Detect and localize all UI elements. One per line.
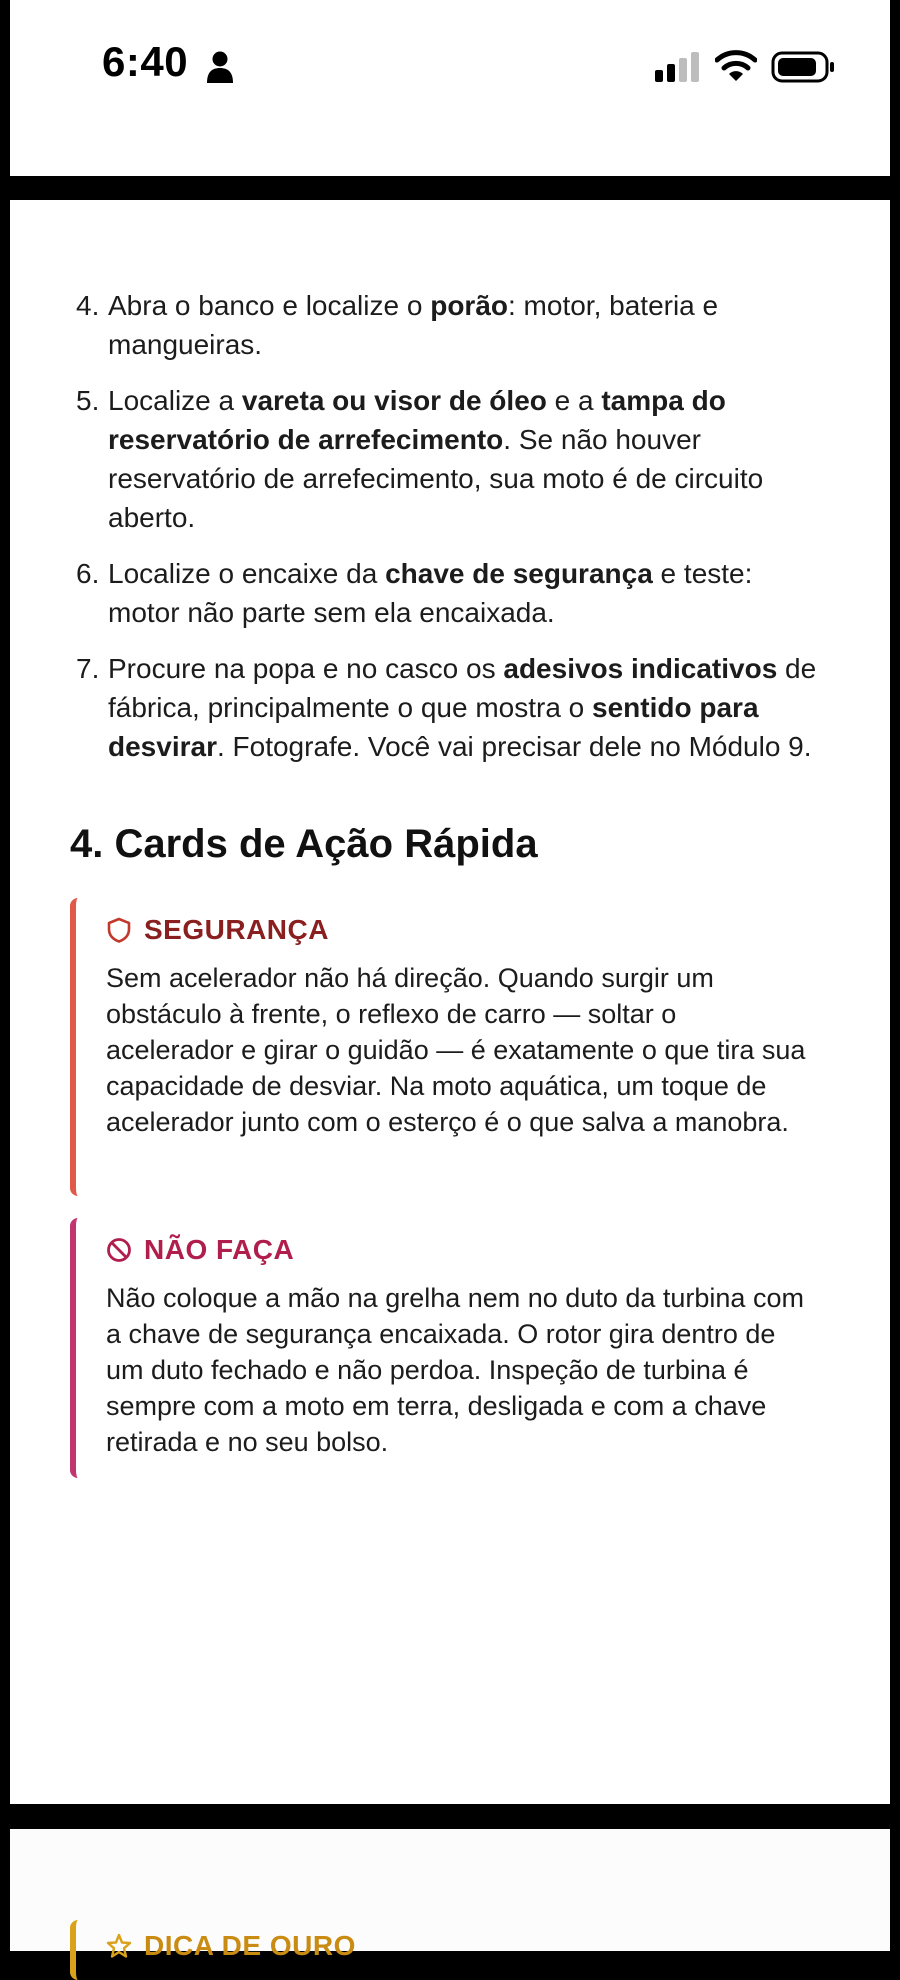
- step-number: 5.: [76, 385, 100, 416]
- safety-card: [70, 898, 810, 1196]
- card-title: DICA DE OURO: [144, 1930, 356, 1961]
- star-icon: [106, 1933, 132, 1959]
- card-body: Não coloque a mão na grelha nem no duto da turbina com a chave de segurança encaixada. O rotor gira dentro de um duto fechado e não perdoa. Inspeção de turbina é sempre com a moto em terra, desligada e com a chave retirada e no seu bolso.: [106, 1283, 804, 1457]
- step-text: . Fotografe. Você vai precisar dele no Módulo 9.: [216, 731, 812, 762]
- step-text: e a: [546, 385, 602, 416]
- card-header: [106, 1926, 810, 1966]
- step-text: de fábrica, principalmente o que mostra o: [108, 653, 817, 723]
- cellular-signal-icon: [653, 50, 703, 84]
- step-text: : motor, bateria e mangueiras.: [108, 290, 719, 360]
- step-text: Procure na popa e no casco os: [108, 653, 504, 684]
- step-number: 4.: [76, 290, 100, 321]
- step-text: . Se não houver reservatório de arrefecimento, sua moto é de circuito aberto.: [108, 424, 764, 533]
- card-title: SEGURANÇA: [144, 914, 329, 945]
- card-body: Sem acelerador não há direção. Quando surgir um obstáculo à frente, o reflexo de carro — soltar o acelerador e girar o guidão — é exatamente o que tira sua capacidade de desviar. Na moto aquática, um toque de acelerador junto com o esterço é o que salva a manobra.: [106, 963, 806, 1137]
- step-text-bold: adesivos indicativos: [503, 653, 778, 684]
- prohibited-icon: [106, 1237, 132, 1263]
- step-text-bold: vareta ou visor de óleo: [241, 385, 547, 416]
- step-text-bold: chave de segurança: [385, 558, 653, 589]
- step-text: Localize a: [108, 385, 242, 416]
- step-text: Localize o encaixe da: [108, 558, 386, 589]
- card-header: [106, 910, 810, 950]
- status-time: 6:40: [102, 38, 189, 85]
- content-page: [10, 200, 890, 1804]
- step-number: 6.: [76, 558, 100, 589]
- status-bar: [10, 0, 890, 176]
- person-icon: [206, 50, 234, 84]
- wifi-icon: [715, 48, 757, 84]
- step-text-bold: tampa do reservatório de arrefecimento: [108, 385, 726, 455]
- list-item: [10, 649, 890, 766]
- step-text: Abra o banco e localize o: [108, 290, 431, 321]
- steps-list: [10, 286, 890, 783]
- dont-card: [70, 1218, 810, 1478]
- list-item: [10, 286, 890, 364]
- section-title: 4. Cards de Ação Rápida: [70, 822, 538, 866]
- step-number: 7.: [76, 653, 100, 684]
- step-text-bold: sentido para desvirar: [108, 692, 759, 762]
- step-text-bold: porão: [430, 290, 508, 321]
- next-content-page: [10, 1829, 890, 1961]
- battery-icon: [771, 50, 835, 84]
- card-header: [106, 1230, 810, 1270]
- list-item: [10, 554, 890, 632]
- shield-icon: [106, 917, 132, 943]
- gold-tip-card: [70, 1920, 810, 1980]
- step-text: e teste: motor não parte sem ela encaixada.: [108, 558, 753, 628]
- list-item: [10, 381, 890, 537]
- card-title: NÃO FAÇA: [144, 1234, 295, 1265]
